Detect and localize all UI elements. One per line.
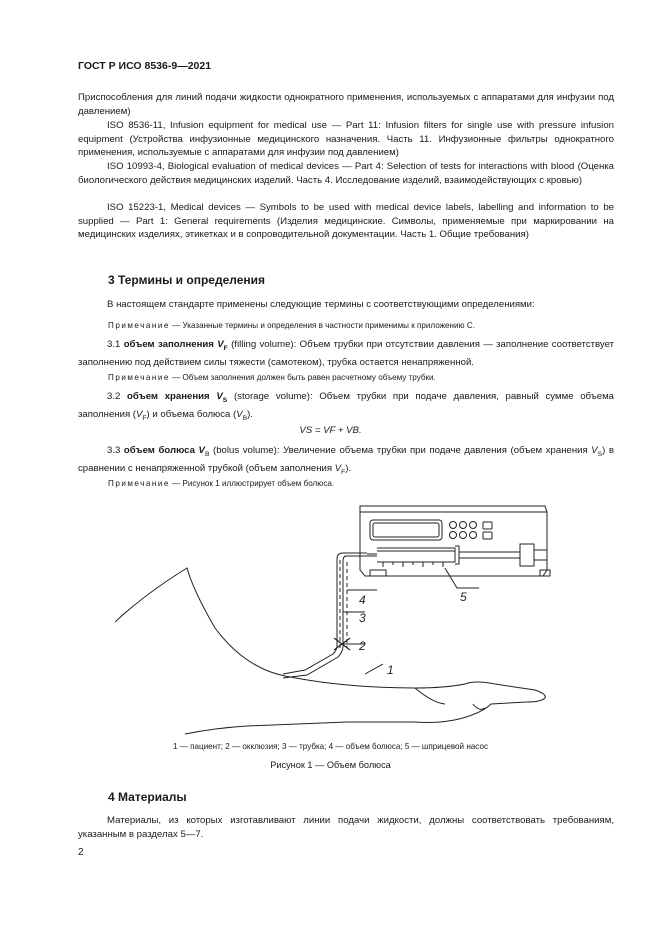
figure-label-1: 1	[387, 663, 394, 677]
figure-label-3: 3	[359, 611, 366, 625]
term-3-3: 3.3 объем болюса $V_B$ (bolus volume): Увеличение объема трубки при подаче давления (объем хранения $V_S$) в сравнении с ненапряженной трубкой (объем заполнения $V_F$).	[78, 445, 615, 476]
section-4-title: 4 Материалы	[108, 790, 187, 804]
figure-caption: 1 — пациент; 2 — окклюзия; 3 — трубка; 4 — объем болюса; 5 — шприцевой насос	[173, 742, 488, 751]
reference-iso-8536-11: ISO 8536-11, Infusion equipment for medical use — Part 11: Infusion filters for single use with pressure infusion equipment (Устройства инфузионные медицинского назначения. Часть 11. Инфузионные фильтры однократного применения, используемые с аппаратами для инфузии под давлением)	[78, 120, 614, 159]
section-3-intro: В настоящем стандарте применены следующие термины с соответствующими определениями:	[107, 299, 535, 310]
note-1-text: — Указанные термины и определения в частности применимы к приложению С.	[169, 321, 475, 330]
patient-arm	[115, 568, 545, 734]
figure-label-2: 2	[359, 639, 366, 653]
note-label: Примечание	[108, 321, 170, 330]
formula-storage-volume: VS = VF + VB.	[299, 425, 362, 436]
figure-title: Рисунок 1 — Объем болюса	[270, 760, 391, 770]
page-number: 2	[78, 847, 84, 858]
document-header: ГОСТ Р ИСО 8536-9—2021	[78, 60, 212, 72]
section-3-title: 3 Термины и определения	[108, 273, 266, 287]
tubing	[283, 553, 367, 678]
reference-iso-15223-1: ISO 15223-1, Medical devices — Symbols to be used with medical device labels, labelling and information to be supplied — Part 1: General requirements (Изделия медицинские. Символы, применяемые при маркировании на медицинских изделиях, этикетках и в сопроводительной документации. Часть 1. Общие требования)	[78, 202, 614, 241]
figure-label-4: 4	[359, 593, 366, 607]
figure-label-5: 5	[460, 590, 467, 604]
section-4-text: Материалы, из которых изготавливают линии подачи жидкости, должны соответствовать требованиям, указанным в разделах 5—7.	[78, 815, 614, 840]
syringe-pump	[360, 506, 550, 576]
note-1	[108, 320, 475, 332]
note-3: Примечание — Рисунок 1 иллюстрирует объем болюса.	[108, 479, 335, 488]
note-2: Примечание — Объем заполнения должен быть равен расчетному объему трубки.	[108, 373, 436, 382]
reference-iso-10993-4: ISO 10993-4, Biological evaluation of medical devices — Part 4: Selection of tests for interactions with blood (Оценка биологического действия медицинских изделий. Часть 4. Исследование изделий, взаимодействующих с кровью)	[78, 161, 614, 186]
term-3-1: 3.1 объем заполнения $V_F$ (filling volume): Объем трубки при отсутствии давления — заполнение соответствует заполнению под действием силы тяжести (самотеком), трубка остается ненапряженной.	[78, 339, 614, 368]
term-3-2: 3.2 объем хранения $V_S$ (storage volume): Объем трубки при подаче давления, равный сумме объема заполнения $(V_F)$ и объема болюса $(V_B)$.	[78, 391, 614, 422]
figure-bolus-volume	[115, 498, 555, 738]
intro-paragraph: Приспособления для линий подачи жидкости однократного применения, используемых с аппаратами для инфузии под давлением)	[78, 92, 614, 117]
